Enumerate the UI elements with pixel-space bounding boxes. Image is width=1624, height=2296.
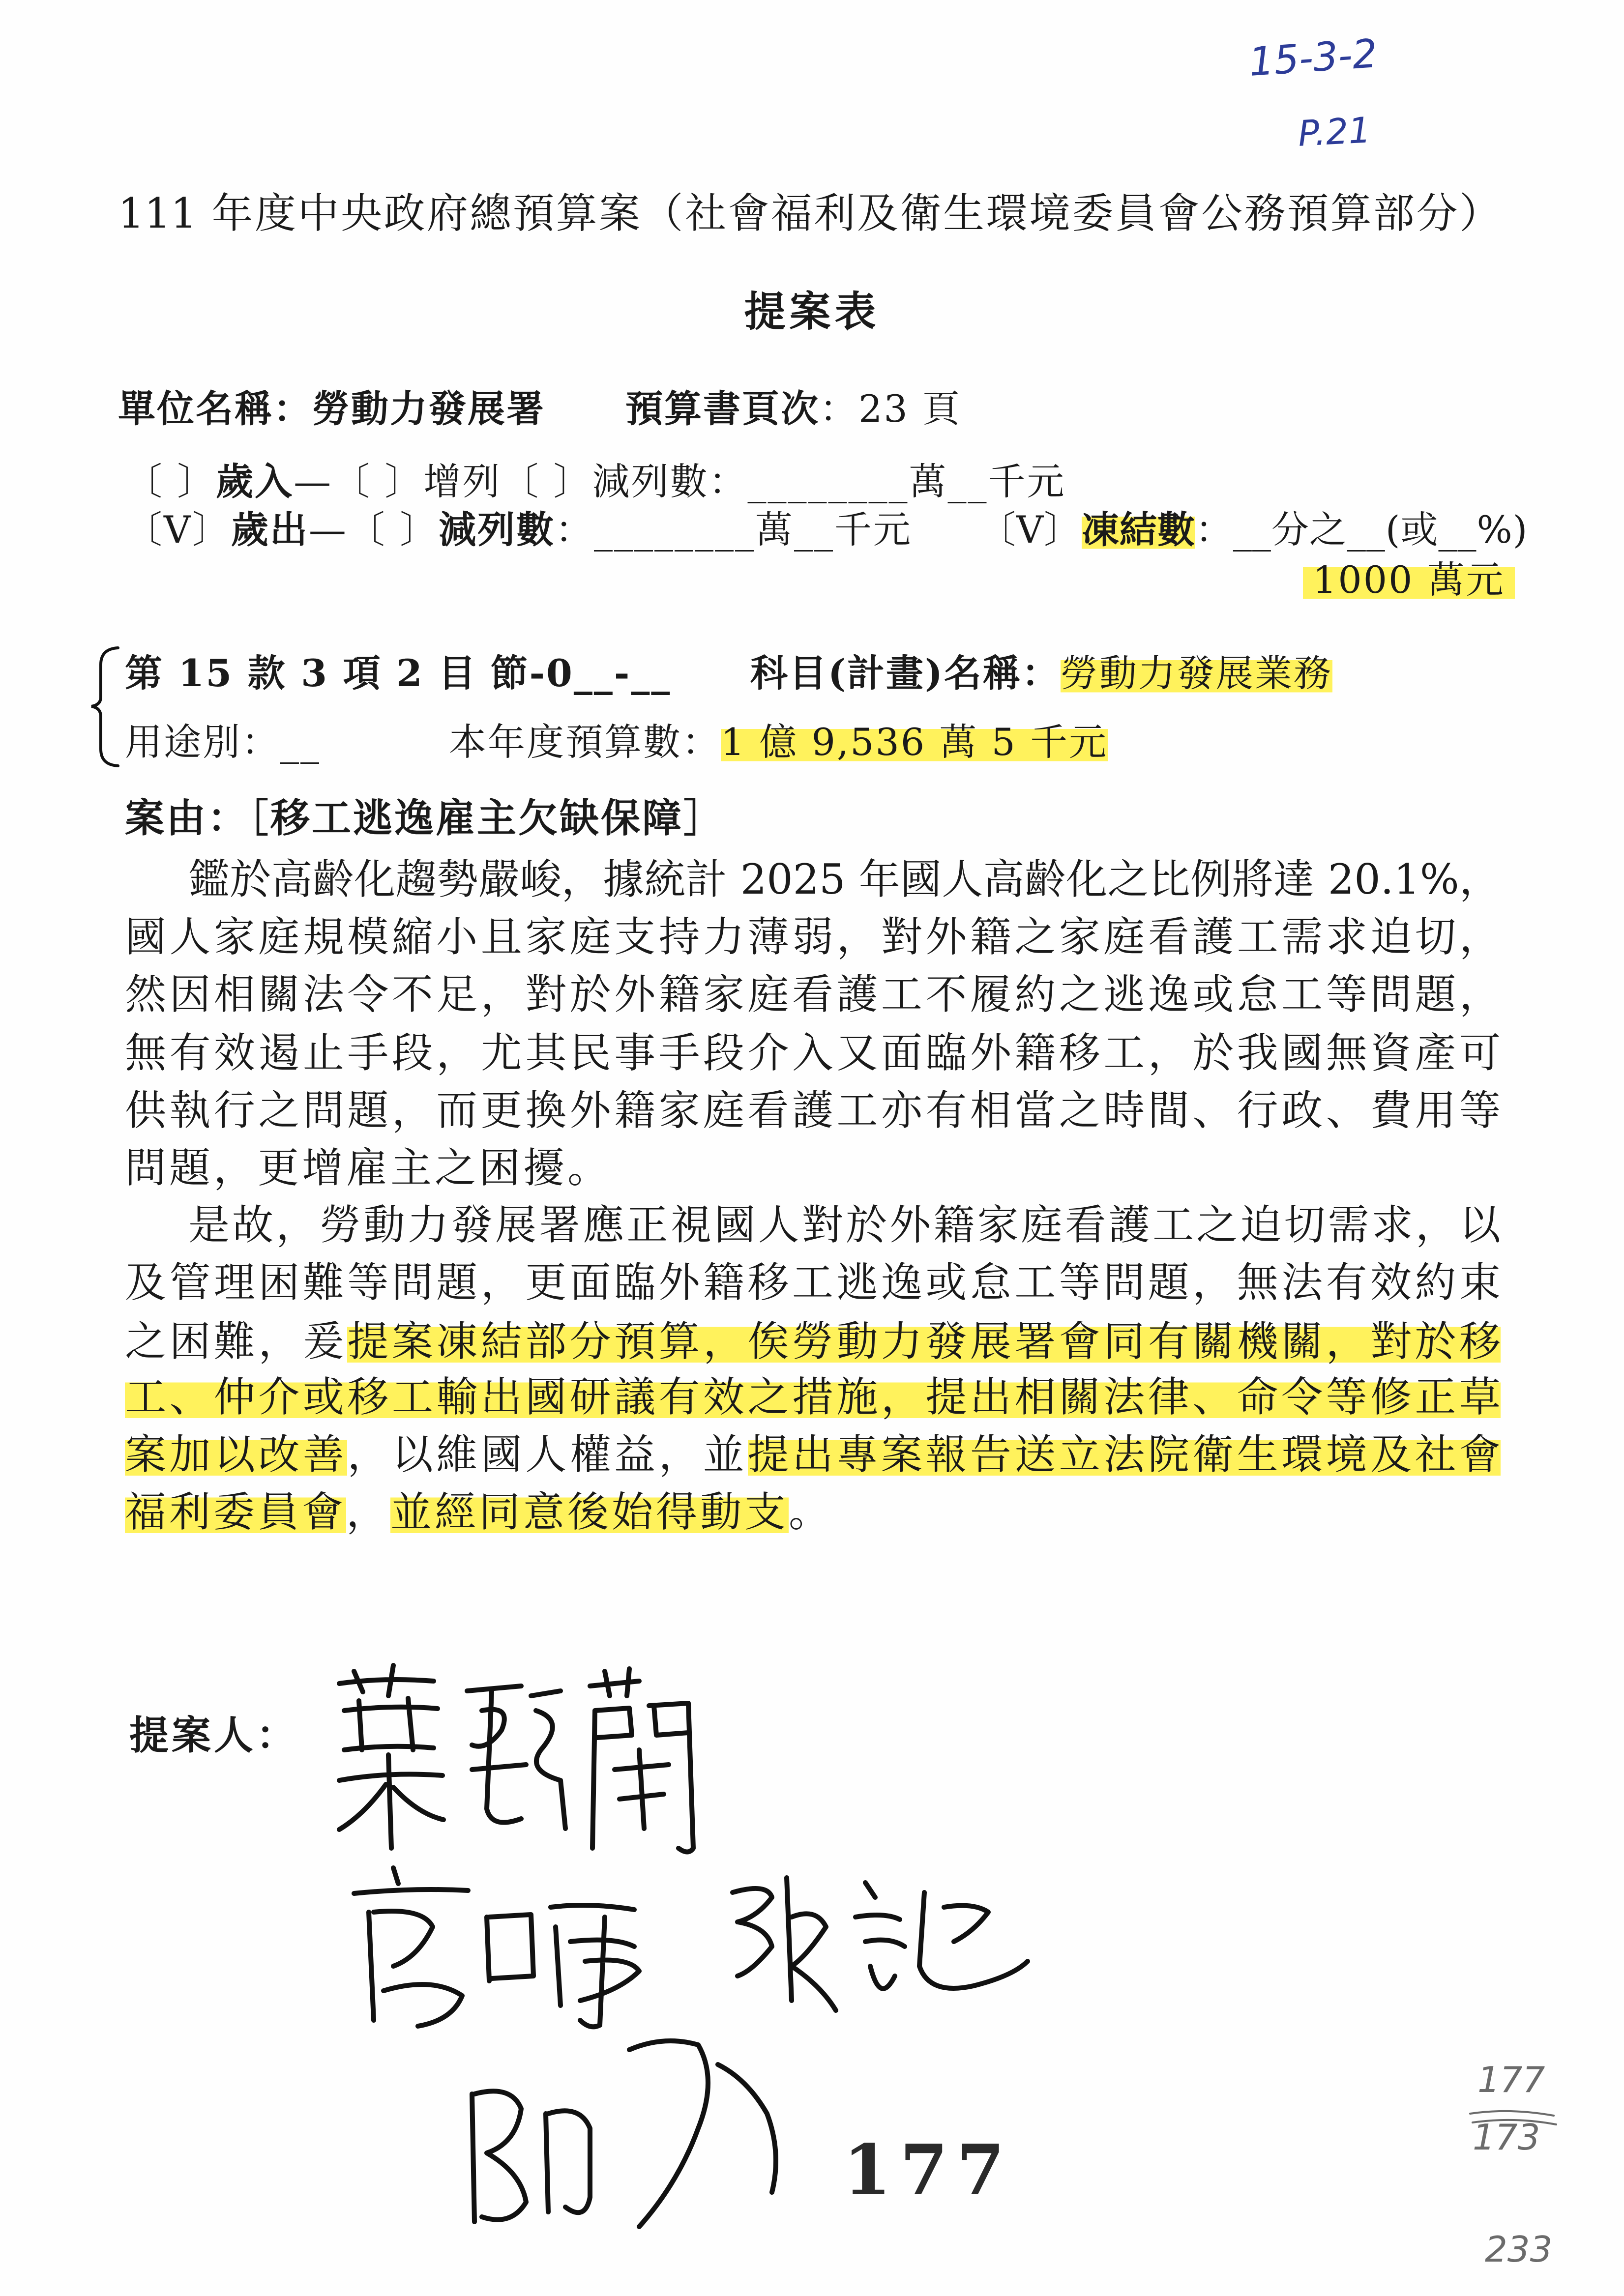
text-segment: 是故，勞動力發展署應正視國人對於外籍家庭看護工之迫切需求，以 [188, 1201, 1501, 1249]
page-label: 預算書頁次 [625, 387, 820, 431]
paragraph-1-line: 問題，更增雇主之困擾。 [125, 1144, 612, 1192]
reason-label: 案由： [125, 795, 249, 841]
signature-4 [472, 2041, 776, 2227]
paragraph-2-line [125, 1488, 833, 1536]
paragraph-2-line [125, 1430, 1501, 1479]
annual-budget-field [449, 720, 1108, 764]
revenue-options: —〔 〕增列〔 〕減列數：________萬__千元 [294, 460, 1066, 503]
paragraph-2-line [125, 1373, 1501, 1421]
unit-field [118, 387, 545, 431]
highlighted-segment: 提案凍結部分預算，俟勞動力發展署會同有關機關，對於移 [347, 1317, 1501, 1366]
subject-name-label: 科目(計畫)名稱： [750, 651, 1061, 695]
handwritten-page-reference: P.21 [1297, 109, 1372, 154]
revenue-row [125, 460, 1066, 503]
usage-field: 用途別：__ [125, 720, 321, 764]
highlighted-segment: 並經同意後始得動支 [390, 1488, 789, 1536]
left-brace [91, 648, 118, 766]
proposer-label: 提案人： [129, 1712, 298, 1758]
subject-code: 第 15 款 3 項 2 目 [125, 651, 477, 695]
document-title: 111 年度中央政府總預算案（社會福利及衛生環境委員會公務預算部分） [118, 189, 1501, 237]
form-name: 提案表 [744, 287, 880, 336]
highlighted-segment: 提出專案報告送立法院衛生環境及社會 [747, 1430, 1501, 1479]
reason-heading [125, 795, 725, 841]
paragraph-2-line [125, 1258, 1501, 1307]
subject-code-field [125, 651, 672, 695]
freeze-field [978, 508, 1528, 552]
text-segment: ，以維國人權益，並 [347, 1430, 748, 1479]
text-segment: ， [346, 1488, 391, 1536]
revenue-checkbox: 〔 〕 [125, 460, 216, 503]
expenditure-checkbox: 〔V〕 [125, 508, 231, 552]
stamped-page-number: 177 [843, 2130, 1014, 2210]
pencil-page-number: 233 [1485, 2229, 1553, 2270]
unit-name: 勞動力發展署 [312, 387, 545, 431]
reason-topic: ［移工逃逸雇主欠缺保障］ [249, 795, 725, 841]
paragraph-2-line [188, 1201, 1501, 1249]
signature-2 [354, 1868, 639, 2027]
pencil-page-number: 177 [1477, 2059, 1545, 2100]
budget-book-page-field [625, 387, 961, 431]
text-segment: 之困難，爰 [125, 1317, 348, 1366]
pencil-page-number-struck: 173 [1473, 2117, 1540, 2158]
freeze-amount: 1000 萬元 [1303, 558, 1515, 602]
paragraph-2-line [125, 1317, 1501, 1366]
freeze-label: 凍結數 [1081, 508, 1195, 552]
reduce-amount-blank: ：________萬__千元 [555, 508, 913, 552]
highlighted-segment: 工、仲介或移工輸出國研議有效之措施，提出相關法律、命令等修正草 [125, 1373, 1501, 1421]
annual-budget-label: 本年度預算數： [449, 720, 721, 764]
paragraph-1-line: 無有效遏止手段，尤其民事手段介入又面臨外籍移工，於我國無資產可 [125, 1029, 1501, 1077]
text-segment: 。 [789, 1488, 833, 1536]
text-segment: 及管理困難等問題，更面臨外籍移工逃逸或怠工等問題，無法有效約束 [125, 1258, 1501, 1307]
subject-name: 勞動力發展業務 [1060, 651, 1332, 695]
expenditure-type-label: 歲出 [231, 508, 309, 552]
unit-label: 單位名稱： [118, 387, 312, 431]
freeze-ratio: ：__分之__(或__%) [1195, 508, 1528, 552]
page-value: ：23 頁 [820, 387, 961, 431]
section-code: 節-0__-__ [490, 651, 672, 695]
paragraph-1-line: 然因相關法令不足，對於外籍家庭看護工不履約之逃逸或怠工等問題， [125, 970, 1501, 1018]
highlighted-segment: 案加以改善 [125, 1430, 348, 1479]
paragraph-1-line: 供執行之問題，而更換外籍家庭看護工亦有相當之時間、行政、費用等 [125, 1086, 1501, 1134]
reduce-amount-label: 減列數 [439, 508, 556, 552]
subject-name-field [750, 651, 1332, 695]
signature-1 [339, 1665, 693, 1852]
revenue-type-label: 歲入 [216, 460, 294, 503]
handwritten-reference-code: 15-3-2 [1247, 30, 1379, 86]
signature-3 [733, 1878, 1028, 2010]
expenditure-row [125, 508, 913, 552]
paragraph-1-line: 鑑於高齡化趨勢嚴峻，據統計 2025 年國人高齡化之比例將達 20.1%， [188, 855, 1501, 903]
freeze-amount-field [1303, 558, 1515, 602]
highlighted-segment: 福利委員會 [125, 1488, 347, 1536]
paragraph-1-line: 國人家庭規模縮小且家庭支持力薄弱，對外籍之家庭看護工需求迫切， [125, 913, 1501, 961]
expenditure-reduce-checkbox: —〔 〕 [308, 508, 439, 552]
annual-budget-amount: 1 億 9,536 萬 5 千元 [721, 720, 1108, 764]
freeze-checkbox: 〔V〕 [978, 508, 1082, 552]
